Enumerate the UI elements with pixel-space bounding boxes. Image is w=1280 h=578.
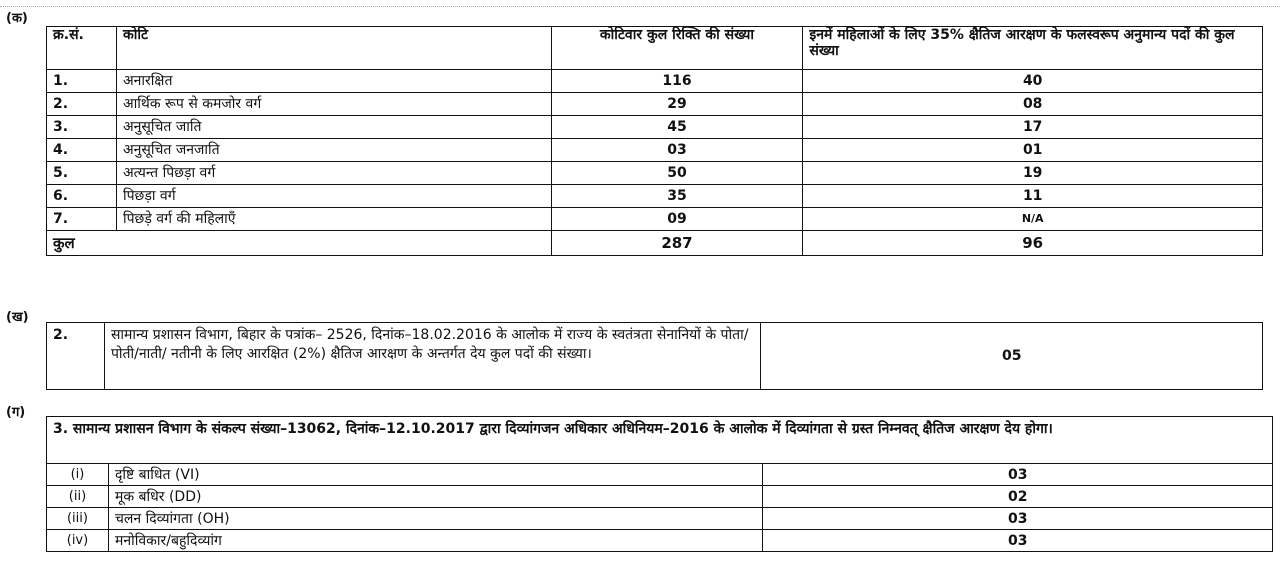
table-heading-row bbox=[47, 417, 1273, 464]
row-category: मूक बधिर (DD) bbox=[108, 486, 762, 508]
total-women: 96 bbox=[803, 231, 1263, 256]
table-row bbox=[47, 93, 1263, 116]
row-category: अनुसूचित जनजाति bbox=[116, 139, 551, 162]
row-value: 05 bbox=[761, 323, 1263, 390]
table-row bbox=[47, 464, 1273, 486]
total-label: कुल bbox=[47, 231, 552, 256]
row-total: 45 bbox=[551, 116, 803, 139]
row-women: 01 bbox=[803, 139, 1263, 162]
row-women: 17 bbox=[803, 116, 1263, 139]
row-sn: 4. bbox=[47, 139, 117, 162]
row-value: 03 bbox=[763, 508, 1273, 530]
table-row bbox=[47, 323, 1263, 390]
row-sn: 3. bbox=[47, 116, 117, 139]
row-category: अनारक्षित bbox=[116, 70, 551, 93]
table-row bbox=[47, 116, 1263, 139]
vacancy-table bbox=[46, 26, 1263, 256]
row-category: अनुसूचित जाति bbox=[116, 116, 551, 139]
row-category: आर्थिक रूप से कमजोर वर्ग bbox=[116, 93, 551, 116]
disability-table bbox=[46, 416, 1273, 552]
row-total: 50 bbox=[551, 162, 803, 185]
table-row bbox=[47, 208, 1263, 231]
row-total: 35 bbox=[551, 185, 803, 208]
table-row bbox=[47, 162, 1263, 185]
row-sn: 1. bbox=[47, 70, 117, 93]
row-total: 116 bbox=[551, 70, 803, 93]
row-sn: 7. bbox=[47, 208, 117, 231]
freedom-fighter-table bbox=[46, 322, 1263, 390]
row-sn: (i) bbox=[47, 464, 109, 486]
row-value: 03 bbox=[763, 464, 1273, 486]
row-total: 29 bbox=[551, 93, 803, 116]
row-women: N/A bbox=[803, 208, 1263, 231]
row-women: 19 bbox=[803, 162, 1263, 185]
row-sn: 2. bbox=[47, 323, 105, 390]
row-sn: (iv) bbox=[47, 530, 109, 552]
row-value: 02 bbox=[763, 486, 1273, 508]
row-value: 03 bbox=[763, 530, 1273, 552]
header-total-vacancy: कोटिवार कुल रिक्ति की संख्या bbox=[551, 27, 803, 70]
row-women: 11 bbox=[803, 185, 1263, 208]
section-heading: 3. सामान्य प्रशासन विभाग के संकल्प संख्या–13062, दिनांक–12.10.2017 द्वारा दिव्यांगजन अधिकार अधिनियम–2016 के आलोक में दिव्यांगता से ग्रस्त निम्नवत् क्षैतिज आरक्षण देय होगा। bbox=[47, 417, 1273, 464]
section-b-label: (ख) bbox=[6, 310, 29, 325]
header-sn: क्र.सं. bbox=[47, 27, 117, 70]
total-row bbox=[47, 231, 1263, 256]
row-sn: (ii) bbox=[47, 486, 109, 508]
table-row bbox=[47, 530, 1273, 552]
row-total: 09 bbox=[551, 208, 803, 231]
row-category: मनोविकार/बहुदिव्यांग bbox=[108, 530, 762, 552]
row-category: पिछड़ा वर्ग bbox=[116, 185, 551, 208]
table-row bbox=[47, 185, 1263, 208]
table-row bbox=[47, 139, 1263, 162]
row-sn: 6. bbox=[47, 185, 117, 208]
row-category: दृष्टि बाधित (VI) bbox=[108, 464, 762, 486]
cropped-top-line bbox=[0, 0, 1280, 7]
row-women: 08 bbox=[803, 93, 1263, 116]
row-category: चलन दिव्यांगता (OH) bbox=[108, 508, 762, 530]
header-women-reservation: इनमें महिलाओं के लिए 35% क्षैतिज आरक्षण के फलस्वरूप अनुमान्य पदों की कुल संख्या bbox=[803, 27, 1263, 70]
table-header-row bbox=[47, 27, 1263, 70]
row-category: अत्यन्त पिछड़ा वर्ग bbox=[116, 162, 551, 185]
table-row bbox=[47, 508, 1273, 530]
section-c-label: (ग) bbox=[6, 405, 26, 420]
row-description: सामान्य प्रशासन विभाग, बिहार के पत्रांक– 2526, दिनांक–18.02.2016 के आलोक में राज्य के स्वतंत्रता सेनानियों के पोता/पोती/नाती/ नतीनी के लिए आरक्षित (2%) क्षैतिज आरक्षण के अन्तर्गत देय कुल पदों की संख्या। bbox=[104, 323, 760, 390]
row-sn: 2. bbox=[47, 93, 117, 116]
row-sn: 5. bbox=[47, 162, 117, 185]
total-vacancy: 287 bbox=[551, 231, 803, 256]
row-women: 40 bbox=[803, 70, 1263, 93]
row-sn: (iii) bbox=[47, 508, 109, 530]
table-row bbox=[47, 70, 1263, 93]
header-category: कोटि bbox=[116, 27, 551, 70]
section-a-label: (क) bbox=[6, 11, 28, 26]
table-row bbox=[47, 486, 1273, 508]
row-total: 03 bbox=[551, 139, 803, 162]
row-category: पिछड़े वर्ग की महिलाएँ bbox=[116, 208, 551, 231]
